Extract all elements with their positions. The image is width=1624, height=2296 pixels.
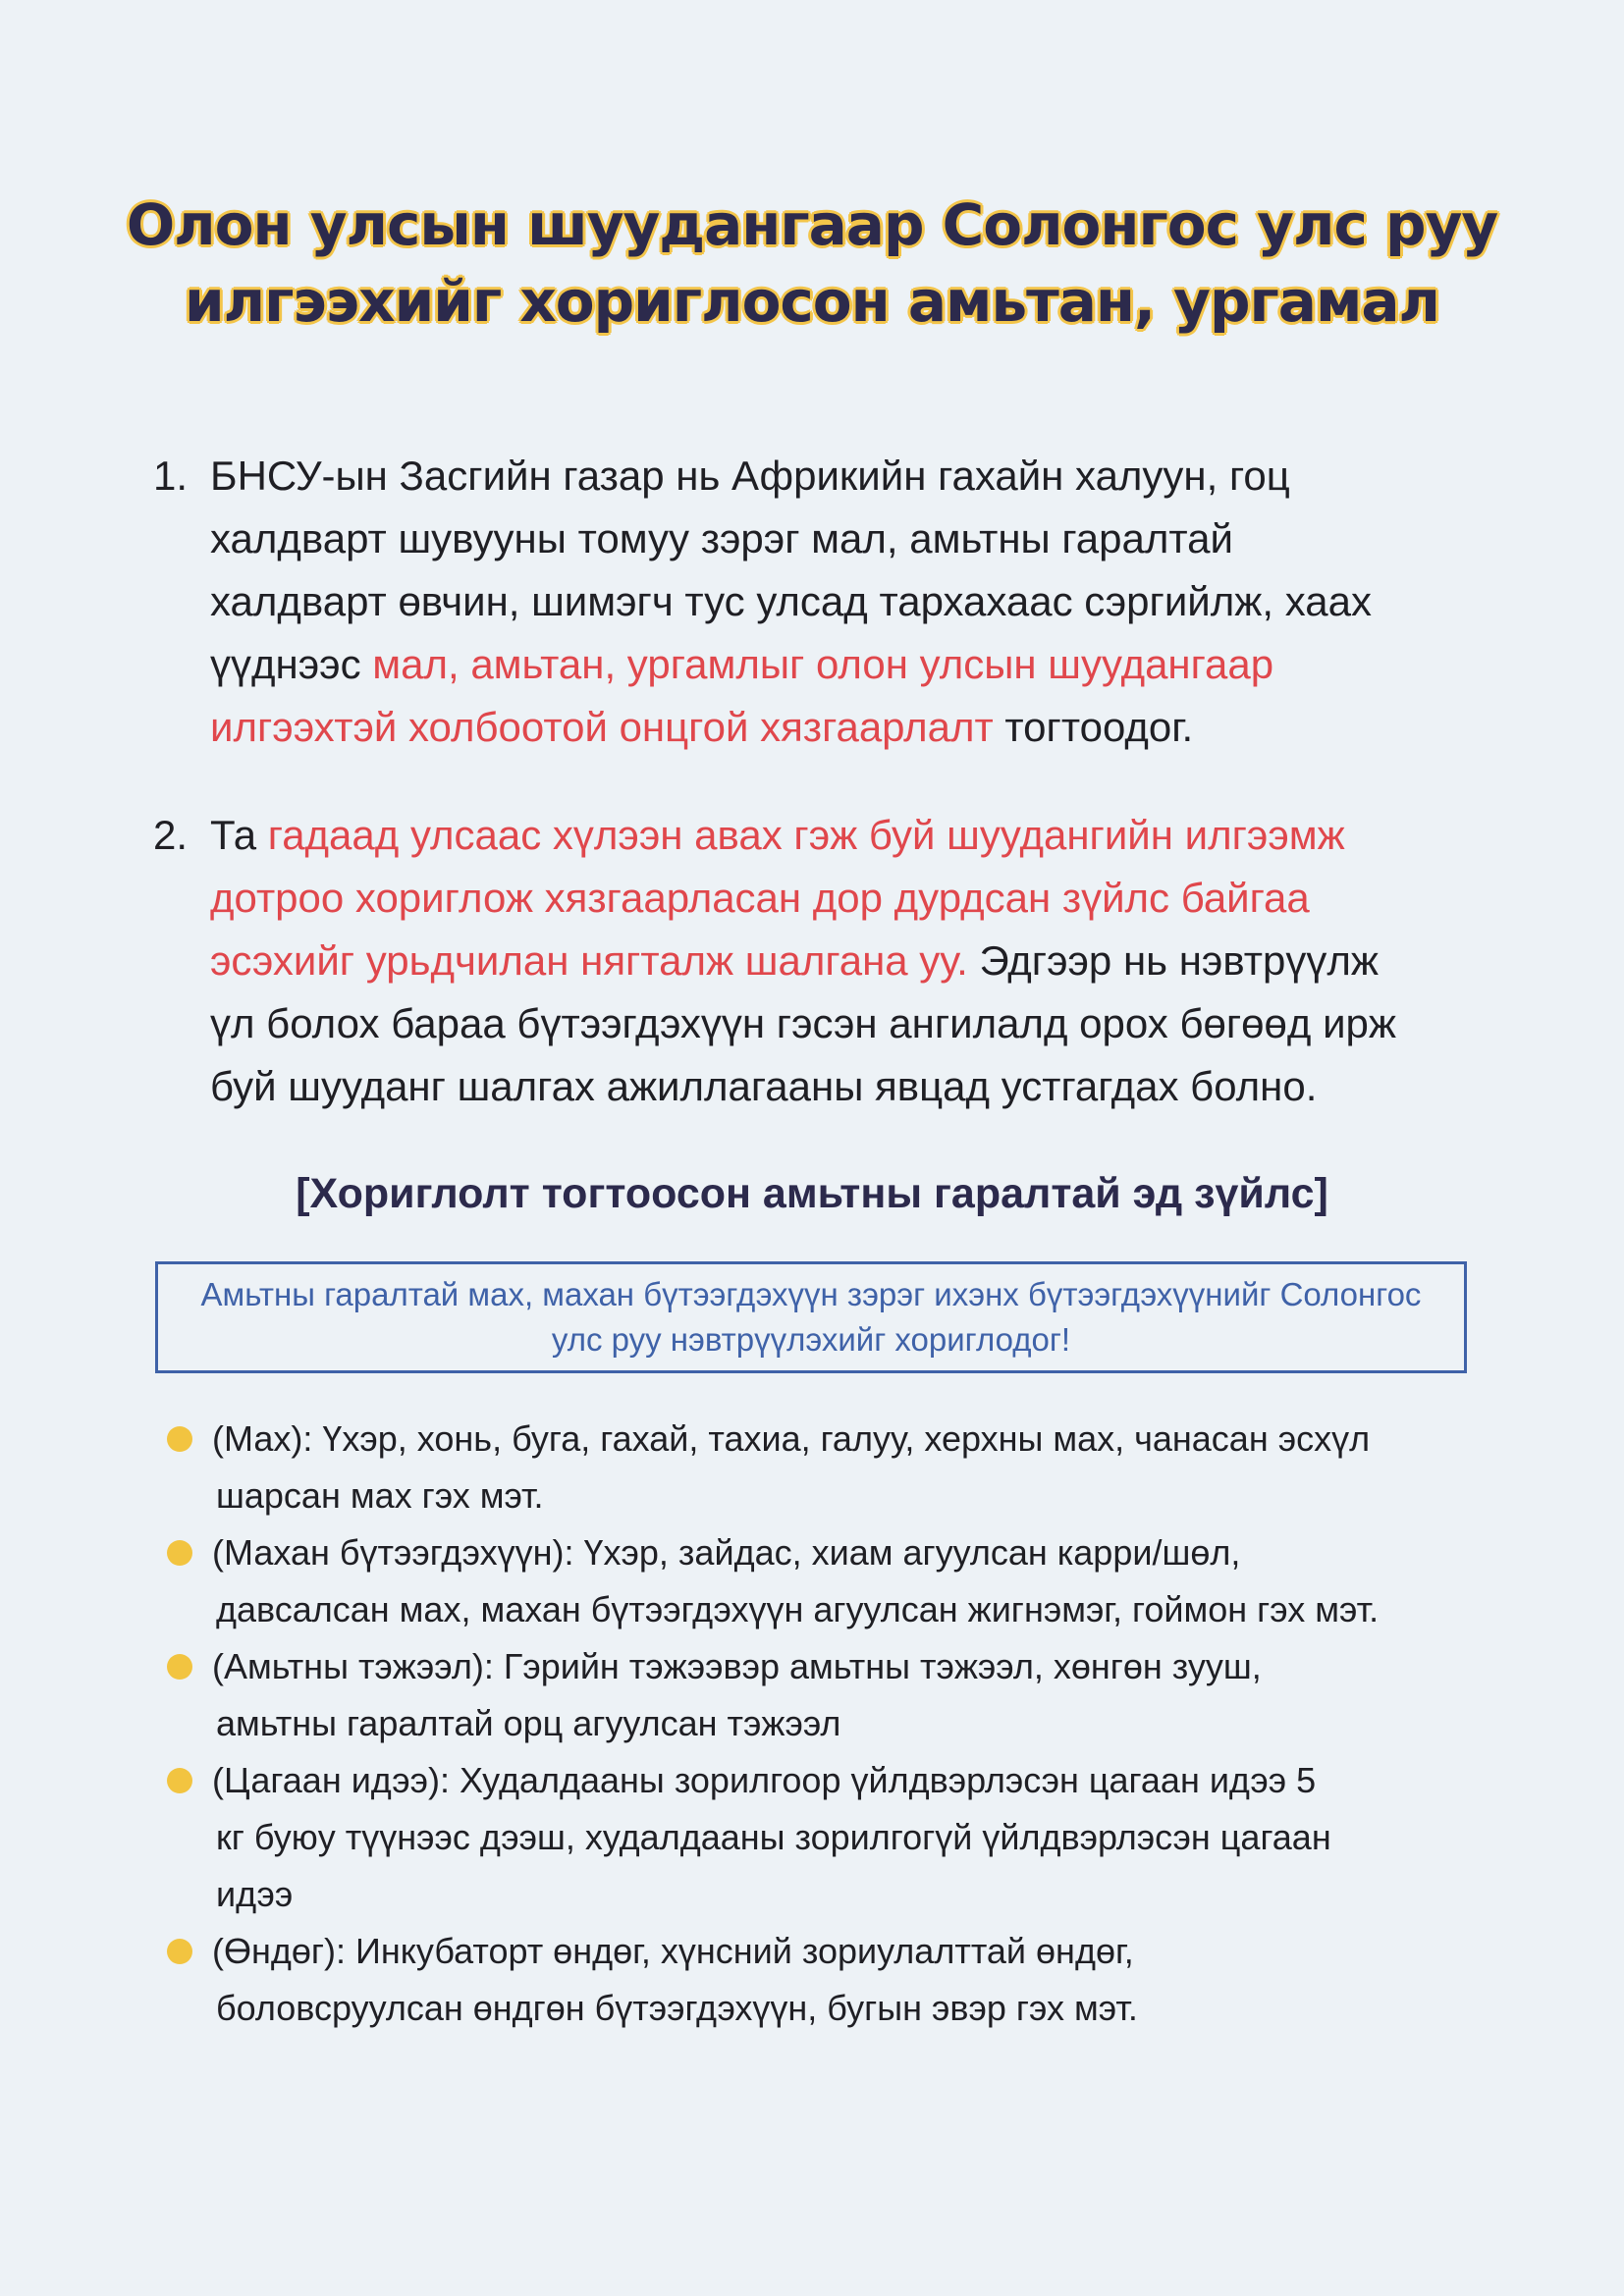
list-item (167, 1524, 1483, 1638)
paragraph-2-line-3 (153, 930, 1498, 992)
list-item-line: амьтны гаралтай орц агуулсан тэжээл (216, 1703, 841, 1743)
paragraph-1-line-5 (153, 696, 1498, 759)
title-line-2: илгээхийг хориглосон амьтан, ургамал (185, 268, 1439, 335)
list-item-line: (Цагаан идээ): Худалдааны зорилгоор үйлдвэрлэсэн цагаан идээ 5 (212, 1760, 1317, 1800)
paragraph-1-line-4-plain: үүднээс (210, 641, 373, 687)
paragraph-1-number: 1. (153, 453, 189, 499)
paragraph-2-line-3-highlight: эсэхийг урьдчилан нягталж шалгана уу. (210, 937, 968, 984)
paragraph-1-line-2: халдварт шувууны томуу зэрэг мал, амьтны гаралтай (210, 515, 1233, 561)
paragraph-1-line-5-highlight: илгээхтэй холбоотой онцгой хязгаарлалт (210, 704, 994, 750)
paragraph-2 (153, 804, 1498, 1118)
list-item-line: (Мах): Үхэр, хонь, буга, гахай, тахиа, галуу, херхны мах, чанасан эсхүл (212, 1418, 1371, 1459)
title-line-1: Олон улсын шуудангаар Солонгос улс руу (126, 191, 1498, 258)
paragraph-1-line-3: халдварт өвчин, шимэгч тус улсад тархахаас сэргийлж, хаах (210, 578, 1372, 624)
paragraph-2-line-1-highlight: гадаад улсаас хүлээн авах гэж буй шуудангийн илгээмж (267, 812, 1345, 858)
list-item (167, 1638, 1483, 1752)
notice-line-1: Амьтны гаралтай мах, махан бүтээгдэхүүн зэрэг ихэнх бүтээгдэхүүнийг Солонгос (200, 1276, 1422, 1312)
section-heading: [Хориглолт тогтоосон амьтны гаралтай эд зүйлс] (296, 1170, 1328, 1217)
paragraph-2-line-3-plain: Эдгээр нь нэвтрүүлж (967, 937, 1379, 984)
list-item-line: (Амьтны тэжээл): Гэрийн тэжээвэр амьтны тэжээл, хөнгөн зууш, (212, 1646, 1262, 1686)
bullet-icon (167, 1426, 192, 1452)
list-item-line: боловсруулсан өндгөн бүтээгдэхүүн, бугын эвэр гэх мэт. (216, 1988, 1138, 2028)
bullet-icon (167, 1939, 192, 1964)
list-item (167, 1411, 1483, 1524)
bullet-icon (167, 1768, 192, 1793)
paragraph-2-line-2: дотроо хориглож хязгаарласан дор дурдсан зүйлс байгаа (210, 875, 1310, 921)
list-item (167, 1752, 1483, 1923)
paragraph-1-line-1: БНСУ-ын Засгийн газар нь Африкийн гахайн халуун, гоц (210, 453, 1290, 499)
notice-line-2: улс руу нэвтрүүлэхийг хориглодог! (551, 1321, 1071, 1358)
paragraph-1-line-4-highlight: мал, амьтан, ургамлыг олон улсын шуудангаар (372, 641, 1274, 687)
paragraph-2-line-4: үл болох бараа бүтээгдэхүүн гэсэн ангилалд орох бөгөөд ирж (210, 1000, 1396, 1046)
paragraph-1-line-5-plain: тогтоодог. (993, 704, 1194, 750)
paragraph-2-number: 2. (153, 812, 189, 858)
paragraph-1 (153, 445, 1498, 759)
paragraph-2-line-1 (153, 804, 1498, 867)
list-item-line: идээ (216, 1874, 294, 1914)
list-item-line: давсалсан мах, махан бүтээгдэхүүн агуулсан жигнэмэг, гоймон гэх мэт. (216, 1589, 1380, 1629)
list-item-line: (Махан бүтээгдэхүүн): Үхэр, зайдас, хиам агуулсан карри/шөл, (212, 1532, 1241, 1573)
prohibited-items-list (167, 1411, 1483, 2037)
notice-box (155, 1261, 1467, 1373)
list-item-line: (Өндөг): Инкубаторт өндөг, хүнсний зориулалттай өндөг, (212, 1931, 1134, 1971)
bullet-icon (167, 1540, 192, 1566)
paragraph-2-line-1-plain: Та (210, 812, 268, 858)
bullet-icon (167, 1654, 192, 1680)
paragraph-2-line-5: буй шууданг шалгах ажиллагааны явцад устгагдах болно. (210, 1063, 1318, 1109)
page-title (0, 187, 1624, 340)
list-item (167, 1923, 1483, 2037)
paragraph-1-line-4 (153, 633, 1498, 696)
list-item-line: кг буюу түүнээс дээш, худалдааны зорилгогүй үйлдвэрлэсэн цагаан (216, 1817, 1331, 1857)
list-item-line: шарсан мах гэх мэт. (216, 1475, 544, 1516)
